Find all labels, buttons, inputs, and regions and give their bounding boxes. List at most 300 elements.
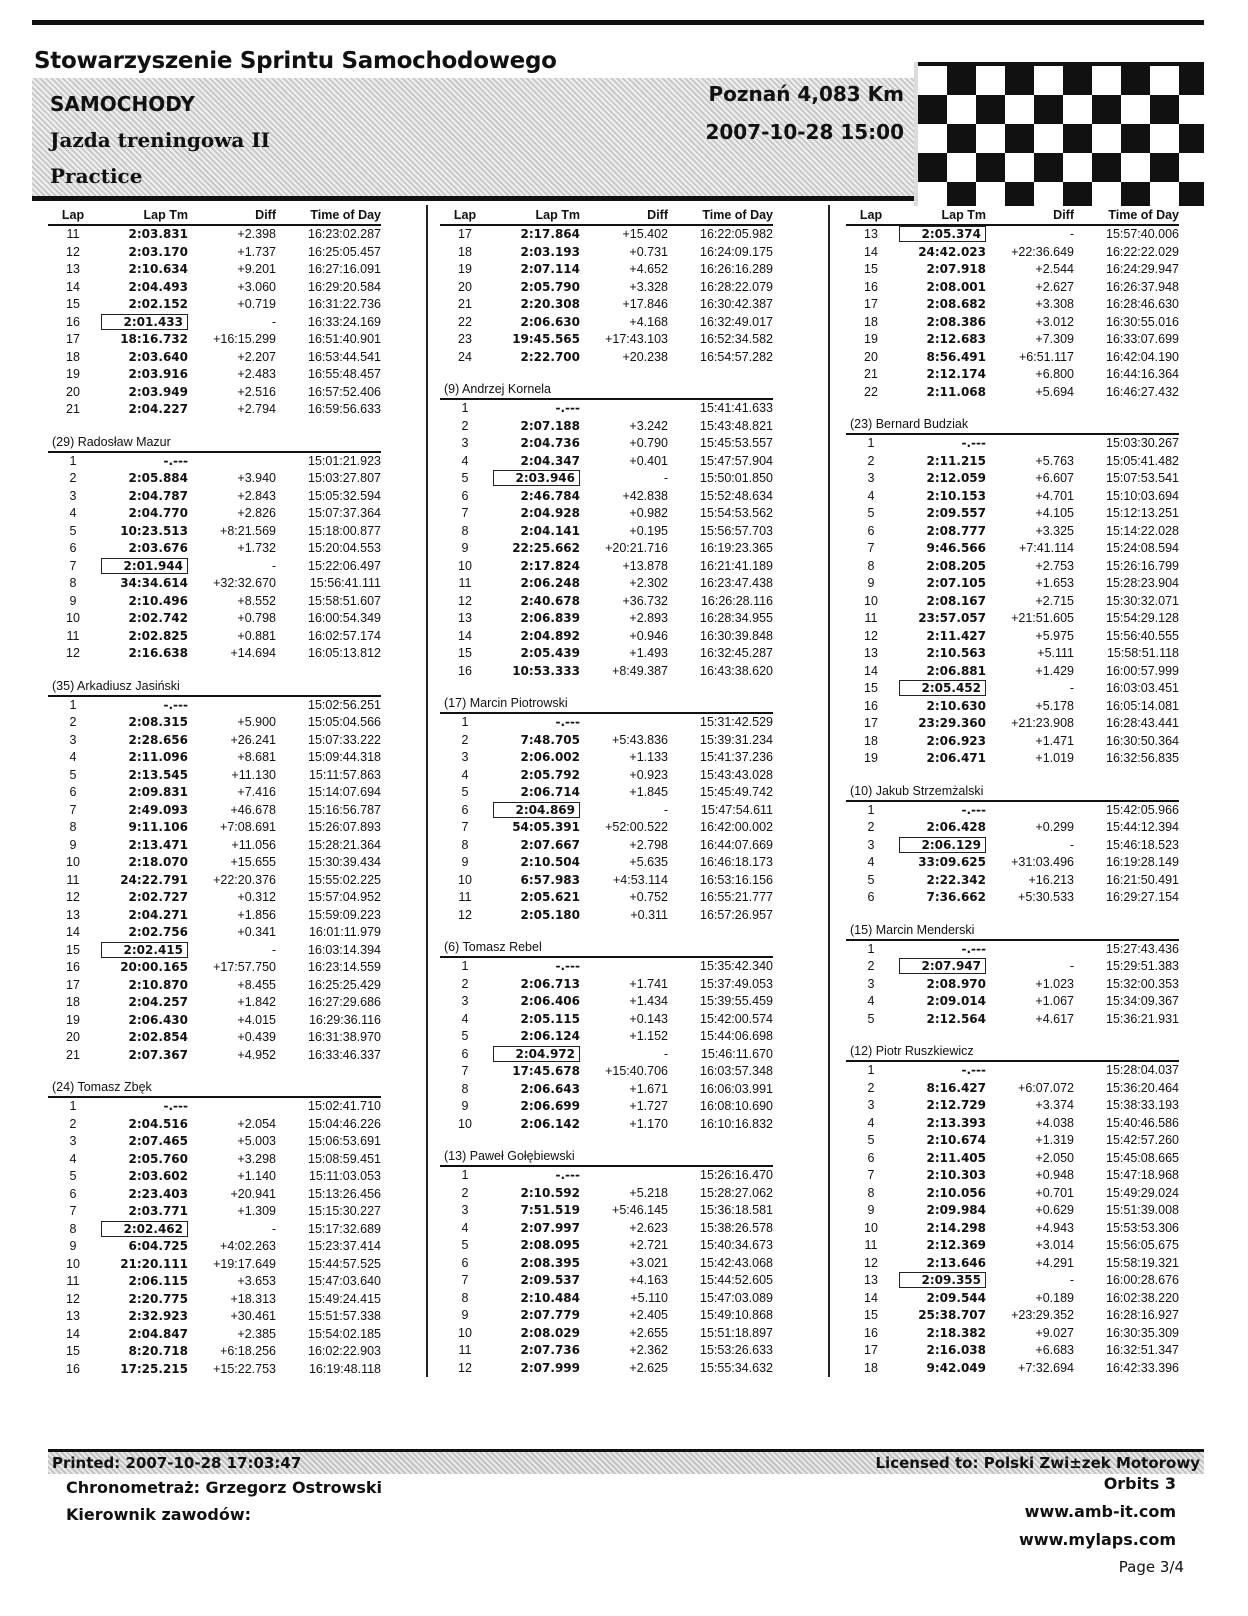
lap-time: 2:11.427 <box>926 628 986 643</box>
lap-diff: +5.694 <box>1035 384 1074 399</box>
lap-diff: +2.826 <box>237 506 276 520</box>
lap-diff: +0.439 <box>237 1030 276 1044</box>
lap-number: 11 <box>66 1274 80 1288</box>
lap-number: 14 <box>864 1290 878 1305</box>
lap-time: 2:07.667 <box>520 837 580 852</box>
lap-time: 2:13.393 <box>926 1115 986 1130</box>
lap-time: 2:04.787 <box>128 488 188 503</box>
lap-number: 3 <box>69 1134 77 1148</box>
table-row <box>440 889 773 907</box>
time-of-day: 16:02:57.174 <box>308 628 381 643</box>
lap-number: 12 <box>458 1360 472 1375</box>
lap-time: 2:40.678 <box>520 593 580 608</box>
table-row <box>846 453 1179 471</box>
top-rule <box>32 20 1204 25</box>
lap-diff <box>580 957 668 976</box>
lap-time <box>896 680 986 698</box>
table-row <box>48 802 381 820</box>
lap-number: 12 <box>864 1255 878 1270</box>
table-row <box>440 663 773 681</box>
table-row <box>48 889 381 907</box>
table-row <box>440 1011 773 1029</box>
lap-table <box>846 433 1179 768</box>
lap-time: -.--- <box>163 453 188 468</box>
lap-number: 19 <box>458 262 472 276</box>
table-row <box>440 1166 773 1185</box>
lap-number: 19 <box>864 332 878 346</box>
table-row <box>440 957 773 976</box>
checkered-flag-icon <box>918 62 1204 206</box>
lap-diff: +0.143 <box>629 1011 668 1026</box>
lap-number: 4 <box>69 506 77 520</box>
time-of-day: 16:30:42.387 <box>700 297 773 311</box>
table-row <box>846 1150 1179 1168</box>
lap-number: 21 <box>66 402 80 416</box>
lap-number: 14 <box>66 279 80 294</box>
lap-number: 5 <box>867 872 875 887</box>
table-row <box>440 1046 773 1064</box>
time-of-day: 15:54:53.562 <box>700 506 773 520</box>
table-row <box>846 470 1179 488</box>
time-of-day: 15:29:51.383 <box>1106 959 1179 973</box>
table-row <box>48 296 381 314</box>
lap-time: 2:06.699 <box>520 1099 580 1113</box>
lap-diff: +0.923 <box>629 767 668 782</box>
time-of-day: 15:49:29.024 <box>1106 1185 1179 1200</box>
lap-number: 5 <box>461 1238 469 1252</box>
table-row <box>440 225 773 244</box>
time-of-day: 16:27:29.686 <box>308 995 381 1009</box>
lap-time: 2:07.779 <box>520 1308 580 1322</box>
time-of-day: 16:27:16.091 <box>308 262 381 276</box>
lap-diff: +6:18.256 <box>220 1344 276 1358</box>
lap-diff: +11.056 <box>231 837 276 852</box>
lap-number: 10 <box>864 593 878 608</box>
lap-number: 2 <box>461 732 469 747</box>
best-lap-time: 2:02.462 <box>101 1221 188 1237</box>
lap-time: 2:07.188 <box>520 418 580 433</box>
footer-bar <box>48 1449 1204 1474</box>
lap-number: 7 <box>461 506 469 520</box>
table-row <box>846 1061 1179 1080</box>
time-of-day: 15:42:43.068 <box>700 1255 773 1270</box>
table-row <box>48 1326 381 1344</box>
lap-time: 2:10.153 <box>926 488 986 503</box>
lap-number: 10 <box>66 1256 80 1271</box>
lap-number: 20 <box>864 349 878 364</box>
lap-number: 5 <box>69 767 77 782</box>
lap-diff: - <box>271 314 276 329</box>
time-of-day: 16:29:36.116 <box>308 1012 381 1027</box>
lap-time: 2:12.174 <box>926 367 986 381</box>
driver-section <box>48 1078 381 1378</box>
time-of-day: 16:24:29.947 <box>1106 262 1179 276</box>
lap-time <box>490 1046 580 1064</box>
lap-time: 2:06.002 <box>520 750 580 764</box>
time-of-day: 15:56:40.555 <box>1106 628 1179 643</box>
driver-name: (17) Marcin Piotrowski <box>444 696 568 710</box>
lap-diff: +15:40.706 <box>605 1064 668 1078</box>
lap-time: 2:12.729 <box>926 1098 986 1112</box>
driver-section <box>440 1147 773 1377</box>
lap-number: 1 <box>867 436 875 450</box>
lap-diff: +4.617 <box>1035 1011 1074 1026</box>
lap-diff: +6:07.072 <box>1018 1080 1074 1095</box>
table-row <box>440 1028 773 1046</box>
lap-diff: +5.110 <box>630 1290 668 1305</box>
report-header <box>32 78 1204 201</box>
time-of-day: 16:03:14.394 <box>308 942 381 957</box>
lap-diff: +1.732 <box>237 541 276 555</box>
lap-time: 2:10.504 <box>520 855 580 869</box>
lap-time: 2:04.227 <box>128 402 188 416</box>
lap-diff <box>580 713 668 732</box>
table-row <box>440 1185 773 1203</box>
lap-number: 1 <box>461 401 469 415</box>
driver-name: (13) Paweł Gołębiewski <box>444 1149 575 1163</box>
lap-time: 2:18.382 <box>926 1325 986 1340</box>
lap-diff: +15.655 <box>230 855 276 869</box>
lap-diff: +2.385 <box>237 1326 276 1341</box>
lap-number: 7 <box>867 541 875 555</box>
lap-number: 8 <box>69 576 77 590</box>
lap-number: 1 <box>461 959 469 973</box>
table-row <box>440 732 773 750</box>
driver-name: (6) Tomasz Rebel <box>444 940 542 954</box>
lap-time: -.--- <box>961 1063 986 1077</box>
lap-diff: +7:32.694 <box>1018 1360 1074 1375</box>
lap-time <box>896 958 986 976</box>
header-laptm: Lap Tm <box>941 208 986 222</box>
lap-number: 8 <box>867 558 875 573</box>
driver-section <box>846 782 1179 907</box>
lap-diff: +2.843 <box>237 488 276 503</box>
table-row <box>48 225 381 244</box>
lap-diff: +6.800 <box>1035 367 1074 381</box>
lap-time <box>896 225 986 244</box>
table-row <box>846 1011 1179 1029</box>
time-of-day: 16:26:16.289 <box>700 262 773 276</box>
lap-diff: +0.798 <box>237 611 276 625</box>
time-of-day: 15:55:02.225 <box>308 872 381 887</box>
lap-diff: +4.163 <box>629 1273 668 1287</box>
table-row <box>846 523 1179 541</box>
driver-section <box>48 202 381 419</box>
lap-diff: +1.023 <box>1035 976 1074 991</box>
lap-time: 2:09.544 <box>926 1290 986 1305</box>
time-of-day: 15:30:32.071 <box>1106 593 1179 608</box>
time-of-day: 15:03:30.267 <box>1106 436 1179 450</box>
time-of-day: 15:17:32.689 <box>308 1221 381 1236</box>
lap-number: 11 <box>458 576 472 590</box>
lap-number: 7 <box>461 1273 469 1287</box>
lap-diff: +6:51.117 <box>1018 349 1074 364</box>
lap-time <box>896 837 986 855</box>
lap-time: 2:10.870 <box>128 977 188 992</box>
lap-time: -.--- <box>961 802 986 817</box>
table-row <box>846 715 1179 733</box>
lap-time: 2:06.428 <box>926 820 986 834</box>
lap-time: 2:13.471 <box>128 837 188 852</box>
lap-diff: +1.727 <box>629 1099 668 1113</box>
lap-number: 7 <box>69 802 77 817</box>
time-of-day: 15:47:03.089 <box>700 1290 773 1305</box>
lap-table <box>440 956 773 1133</box>
lap-number: 7 <box>461 820 469 834</box>
lap-diff: +3.298 <box>237 1151 276 1166</box>
lap-number: 14 <box>864 663 878 678</box>
table-row <box>846 819 1179 837</box>
time-of-day: 15:26:16.470 <box>700 1168 773 1182</box>
lap-time: 2:05.439 <box>520 646 580 660</box>
table-row <box>48 1133 381 1151</box>
lap-number: 9 <box>69 1239 77 1253</box>
lap-time: 2:07.918 <box>926 262 986 276</box>
lap-number: 13 <box>66 262 80 276</box>
lap-time: -.--- <box>555 1168 580 1182</box>
lap-time: 24:22.791 <box>120 872 188 887</box>
lap-diff: - <box>1069 1273 1074 1287</box>
lap-time: 2:08.029 <box>520 1325 580 1340</box>
table-row <box>846 384 1179 402</box>
lap-number: 4 <box>461 767 469 782</box>
lap-time: 2:06.713 <box>520 976 580 991</box>
table-row <box>846 575 1179 593</box>
time-of-day: 16:31:22.736 <box>308 297 381 311</box>
lap-table <box>440 224 773 366</box>
time-of-day: 15:07:37.364 <box>308 506 381 520</box>
table-row <box>846 889 1179 907</box>
time-of-day: 15:28:27.062 <box>700 1185 773 1200</box>
time-of-day: 15:24:08.594 <box>1106 541 1179 555</box>
lap-number: 17 <box>66 977 80 992</box>
time-of-day: 15:02:41.710 <box>308 1099 381 1113</box>
table-row <box>846 1360 1179 1378</box>
track-location: Poznań 4,083 Km <box>708 82 904 106</box>
lap-diff: +8.455 <box>237 977 276 992</box>
session-datetime: 2007-10-28 15:00 <box>705 120 904 144</box>
table-row <box>440 1220 773 1238</box>
lap-time: 2:09.014 <box>926 994 986 1008</box>
table-row <box>48 1047 381 1065</box>
time-of-day: 16:26:37.948 <box>1106 279 1179 294</box>
lap-diff: +46.678 <box>230 802 276 817</box>
lap-number: 16 <box>458 663 472 678</box>
time-of-day: 15:54:29.128 <box>1106 611 1179 625</box>
lap-number: 2 <box>461 1185 469 1200</box>
best-lap-time: 2:09.355 <box>899 1272 986 1288</box>
table-row <box>48 942 381 960</box>
table-row <box>846 261 1179 279</box>
lap-number: 9 <box>69 837 77 852</box>
lap-diff: +1.493 <box>629 646 668 660</box>
lap-number: 13 <box>864 1273 878 1287</box>
lap-time: 2:10.484 <box>520 1290 580 1305</box>
table-row <box>48 314 381 332</box>
lap-diff: +26.241 <box>230 732 276 747</box>
lap-diff: +15.402 <box>622 227 668 241</box>
lap-diff: +4.701 <box>1035 488 1074 503</box>
table-row <box>48 349 381 367</box>
lap-time: 2:20.775 <box>128 1291 188 1306</box>
lap-time: 2:04.892 <box>520 628 580 643</box>
lap-diff: +21:23.908 <box>1011 716 1074 730</box>
lap-table <box>846 224 1179 401</box>
table-row <box>440 1255 773 1273</box>
lap-number: 21 <box>458 297 472 311</box>
lap-time: 2:03.831 <box>128 227 188 241</box>
lap-number: 9 <box>461 1308 469 1322</box>
lap-time: -.--- <box>961 436 986 450</box>
time-of-day: 15:30:39.434 <box>308 855 381 869</box>
lap-time: 2:03.916 <box>128 367 188 381</box>
time-of-day: 16:29:27.154 <box>1106 890 1179 904</box>
lap-number: 3 <box>461 1203 469 1217</box>
lap-time: 2:17.824 <box>520 558 580 573</box>
time-of-day: 15:13:26.456 <box>308 1186 381 1201</box>
lap-time: 2:06.923 <box>926 733 986 748</box>
time-of-day: 16:30:35.309 <box>1106 1325 1179 1340</box>
lap-time: 23:29.360 <box>918 716 986 730</box>
table-row <box>48 924 381 942</box>
lap-number: 15 <box>66 942 80 957</box>
table-row <box>48 1203 381 1221</box>
time-of-day: 15:34:09.367 <box>1106 994 1179 1008</box>
lap-time: 21:20.111 <box>120 1256 188 1271</box>
time-of-day: 16:00:54.349 <box>308 611 381 625</box>
driver-section <box>440 202 773 366</box>
lap-number: 5 <box>867 1011 875 1026</box>
lap-diff <box>986 1061 1074 1080</box>
lap-diff: +0.189 <box>1035 1290 1074 1305</box>
time-of-day: 15:53:26.633 <box>700 1343 773 1357</box>
table-row <box>48 819 381 837</box>
lap-diff: +17:57.750 <box>213 960 276 974</box>
table-row <box>440 435 773 453</box>
lap-number: 10 <box>66 611 80 625</box>
lap-number: 12 <box>458 907 472 922</box>
lap-diff: +1.671 <box>629 1081 668 1096</box>
lap-time: 2:10.630 <box>926 698 986 713</box>
lap-diff: +2.798 <box>629 837 668 852</box>
lap-diff: +1.741 <box>629 976 668 991</box>
table-row <box>48 1151 381 1169</box>
table-row <box>440 1325 773 1343</box>
lap-number: 4 <box>461 1011 469 1026</box>
time-of-day: 15:58:51.118 <box>1106 646 1179 660</box>
table-row <box>846 663 1179 681</box>
time-of-day: 16:32:45.287 <box>700 646 773 660</box>
lap-time <box>490 470 580 488</box>
lap-number: 20 <box>458 279 472 294</box>
time-of-day: 15:43:48.821 <box>700 418 773 433</box>
time-of-day: 16:28:46.630 <box>1106 297 1179 311</box>
results-column-3 <box>846 202 1179 1377</box>
lap-diff: +3.060 <box>237 279 276 294</box>
lap-diff: +0.731 <box>629 244 668 259</box>
time-of-day: 16:28:34.955 <box>700 611 773 625</box>
lap-diff: +1.845 <box>629 785 668 799</box>
lap-time <box>896 1272 986 1290</box>
time-of-day: 16:51:40.901 <box>308 332 381 346</box>
time-of-day: 16:44:07.669 <box>700 837 773 852</box>
lap-time: 25:38.707 <box>918 1308 986 1322</box>
time-of-day: 16:54:57.282 <box>700 349 773 364</box>
lap-diff: +3.325 <box>1035 523 1074 538</box>
time-of-day: 16:30:55.016 <box>1106 314 1179 329</box>
time-of-day: 15:47:57.904 <box>700 453 773 468</box>
lap-time: 2:10.592 <box>520 1185 580 1200</box>
best-lap-time: 2:04.869 <box>493 802 580 818</box>
lap-diff <box>986 434 1074 453</box>
lap-time: 2:28.656 <box>128 732 188 747</box>
lap-time: 2:22.700 <box>520 349 580 364</box>
lap-time: 2:06.471 <box>926 751 986 765</box>
lap-number: 12 <box>66 1291 80 1306</box>
lap-number: 9 <box>461 855 469 869</box>
time-of-day: 16:26:28.116 <box>700 593 773 608</box>
lap-diff: +4:53.114 <box>612 872 668 887</box>
lap-number: 12 <box>458 593 472 608</box>
table-row <box>48 261 381 279</box>
table-row <box>48 523 381 541</box>
lap-time: 2:03.170 <box>128 244 188 259</box>
time-of-day: 15:42:05.966 <box>1106 802 1179 817</box>
lap-time: 2:46.784 <box>520 488 580 503</box>
lap-diff: +21:51.605 <box>1011 611 1074 625</box>
time-of-day: 15:14:07.694 <box>308 785 381 799</box>
column-divider <box>828 205 830 1377</box>
time-of-day: 15:36:18.581 <box>700 1203 773 1217</box>
lap-number: 18 <box>458 244 472 259</box>
time-of-day: 15:43:43.028 <box>700 767 773 782</box>
time-of-day: 15:07:53.541 <box>1106 471 1179 485</box>
time-of-day: 16:03:57.348 <box>700 1064 773 1078</box>
lap-diff: +5.003 <box>237 1134 276 1148</box>
table-row <box>846 610 1179 628</box>
lap-number: 9 <box>867 1203 875 1217</box>
table-row <box>440 1360 773 1378</box>
table-row <box>440 784 773 802</box>
lap-number: 7 <box>867 1168 875 1182</box>
lap-number: 2 <box>867 453 875 468</box>
lap-diff: +16.213 <box>1028 872 1074 887</box>
lap-number: 7 <box>69 1204 77 1218</box>
table-row <box>440 976 773 994</box>
table-row <box>846 645 1179 663</box>
table-row <box>48 470 381 488</box>
lap-diff: +5.635 <box>629 855 668 869</box>
lap-time: 2:16.638 <box>128 646 188 660</box>
table-row <box>48 1238 381 1256</box>
time-of-day: 15:07:33.222 <box>308 732 381 747</box>
lap-diff: +42.838 <box>622 488 668 503</box>
lap-number: 14 <box>458 628 472 643</box>
time-of-day: 15:47:18.968 <box>1106 1168 1179 1182</box>
table-row <box>48 1273 381 1291</box>
driver-name: (10) Jakub Strzemżalski <box>850 783 984 798</box>
table-row <box>48 767 381 785</box>
lap-time: 2:07.736 <box>520 1343 580 1357</box>
lap-diff: +0.982 <box>629 506 668 520</box>
time-of-day: 15:51:57.338 <box>308 1309 381 1323</box>
lap-diff: +11.130 <box>231 767 276 782</box>
time-of-day: 15:20:04.553 <box>308 541 381 555</box>
lap-time: 2:11.405 <box>926 1150 986 1165</box>
lap-number: 15 <box>864 681 878 695</box>
lap-diff: +1.856 <box>237 907 276 922</box>
table-row <box>48 610 381 628</box>
